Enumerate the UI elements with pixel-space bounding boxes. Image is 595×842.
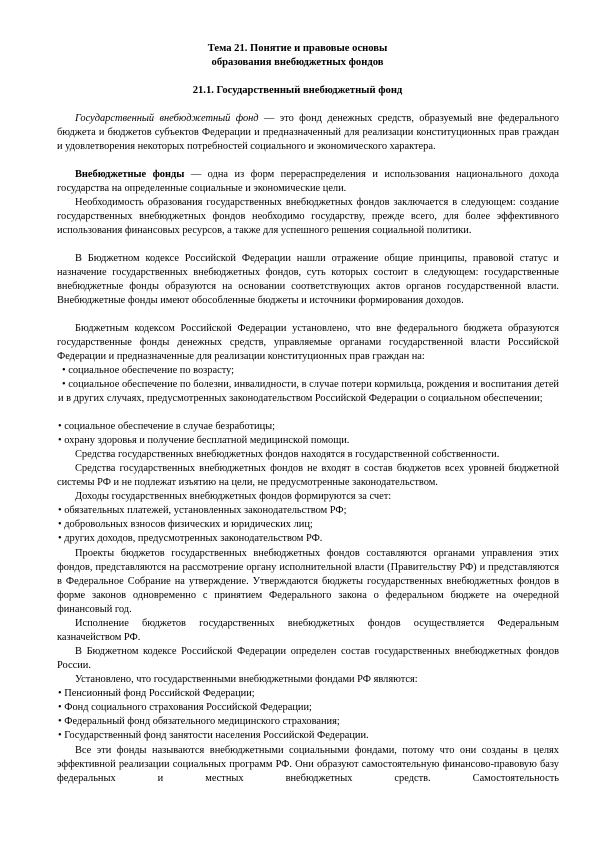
list-item: • охрану здоровья и получение бесплатной медицинской помощи. [58, 435, 350, 446]
list-item: • Фонд социального страхования Российской Федерации; [58, 702, 312, 713]
paragraph-revenues: Доходы государственных внебюджетных фондов формируются за счет: [75, 491, 392, 502]
term-offbudget-funds: Внебюджетные фонды [75, 169, 185, 180]
list-item: • обязательных платежей, установленных законодательством РФ; [58, 505, 347, 516]
list-item: • добровольных взносов физических и юридических лиц; [58, 519, 313, 530]
list-item: • Пенсионный фонд Российской Федерации; [58, 688, 255, 699]
paragraph-budget-code: В Бюджетном кодексе Российской Федерации нашли отражение общие принципы, правовой статус и назначение государственных внебюджетных фондов, суть которых состоит в следующем: государственные внебюджетные фонды образуются на основании соответствующих актов органов государственной власти. Внебюджетные фонды имеют обособленные бюджеты и источники формирования доходов. [57, 253, 559, 307]
paragraph-composition: В Бюджетном кодексе Российской Федерации определен состав государственных внебюджетных фондов России. [57, 646, 559, 672]
list-item: • других доходов, предусмотренных законодательством РФ. [58, 533, 323, 544]
list-item: • социальное обеспечение по болезни, инвалидности, в случае потери кормильца, рождения и воспитания детей и в других случаях, предусмотренных законодательством Российской Федерации о социальном обеспечении; [58, 379, 559, 405]
topic-title-line-1: Тема 21. Понятие и правовые основы [207, 43, 388, 54]
paragraph-necessity: Необходимость образования государственных внебюджетных фондов заключается в следующем: создание государственных внебюджетных фондов необходимо государству, прежде всего, для более эффективного использования финансовых ресурсов, а также для успешного решения социальной политики. [57, 197, 559, 237]
definition-text: — это фонд денежных средств, образуемый вне федерального бюджета и бюджетов субъектов Федерации и предназначенный для реализации конституционных прав граждан и удовлетворения некоторых потребностей социального и экономического характера. [57, 113, 559, 153]
paragraph-established-funds: Установлено, что государственными внебюджетными фондами РФ являются: [75, 674, 418, 685]
definition-text: — одна из форм перераспределения и использования национального дохода государства на определенные социальные и экономические цели. [57, 169, 559, 195]
paragraph-draft-budgets: Проекты бюджетов государственных внебюджетных фондов составляются органами управления этих фондов, представляются на рассмотрение органу исполнительной власти (Правительству РФ) и представляются в Федеральное Собрание на утверждение. Утверждаются бюджеты государственных внебюджетных фондов в форме законов одновременно с принятием Федерального закона о федеральном бюджете на очередной финансовый год. [57, 548, 559, 616]
paragraph-not-in-budget: Средства государственных внебюджетных фондов не входят в состав бюджетов всех уровней бюджетной системы РФ и не подлежат изъятию на цели, не предусмотренные законодательством. [57, 463, 559, 489]
topic-title-line-2: образования внебюджетных фондов [211, 57, 384, 68]
paragraph-social-funds: Все эти фонды называются внебюджетными социальными фондами, потому что они созданы в целях эффективной реализации социальных программ РФ. Они образуют самостоятельную финансово-правовую базу федеральных и местных внебюджетных средств. Самостоятельность [57, 745, 559, 785]
paragraph-established: Бюджетным кодексом Российской Федерации установлено, что вне федерального бюджета образуются государственные фонды денежных средств, управляемые органами государственной власти Российской Федерации и предназначенные для реализации конституционных прав граждан на: [57, 323, 559, 363]
list-item: • социальное обеспечение в случае безработицы; [58, 421, 276, 432]
paragraph-definition-fund [57, 112, 559, 154]
list-item: • Государственный фонд занятости населения Российской Федерации. [58, 730, 369, 741]
list-item: • Федеральный фонд обязательного медицинского страхования; [58, 716, 340, 727]
paragraph-definition-offbudget [57, 168, 559, 196]
term-state-fund: Государственный внебюджетный фонд [75, 113, 259, 124]
section-title: 21.1. Государственный внебюджетный фонд [192, 85, 403, 96]
paragraph-ownership: Средства государственных внебюджетных фондов находятся в государственной собственности. [75, 449, 500, 460]
paragraph-execution: Исполнение бюджетов государственных внебюджетных фондов осуществляется Федеральным казначейством РФ. [57, 618, 559, 644]
list-item: • социальное обеспечение по возрасту; [62, 365, 235, 376]
